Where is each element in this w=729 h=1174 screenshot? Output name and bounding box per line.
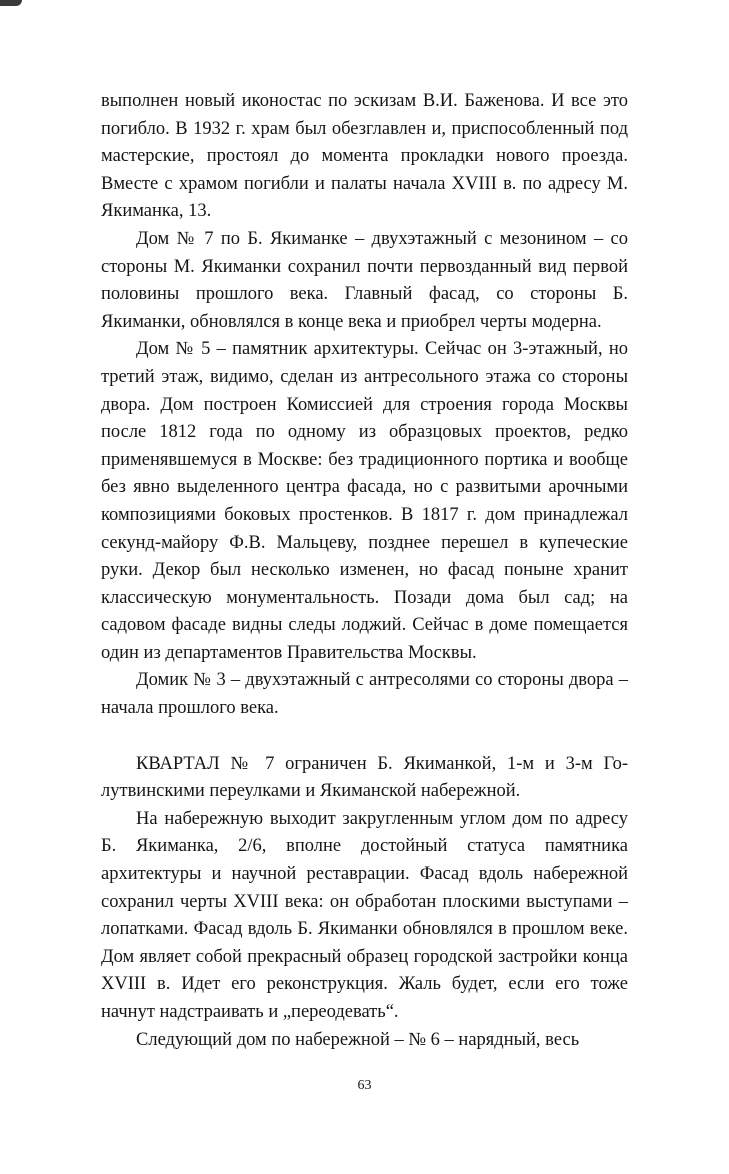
section-gap	[101, 723, 628, 751]
paragraph-6: На набережную выходит закругленным углом дом по адресу Б. Якиманка, 2/6, вполне достойный статуса памятника архитектуры и научной реставрации. Фасад вдоль набережной сохранил черты XVIII века: он обработан плоскими выступами – лопатками. Фасад вдоль Б. Якиманки обновлялся в прошлом веке. Дом являет собой прекрасный образец городской застройки конца XVIII в. Идет его реконструкция. Жаль будет, если его тоже начнут надстраивать и „переодевать“.	[101, 808, 628, 1022]
paragraph-5-section-heading: КВАРТАЛ № 7 ограничен Б. Якиманкой, 1-м и 3-м Голутвинскими переулками и Якиманской набережной.	[101, 753, 628, 802]
page-text	[101, 88, 628, 1054]
paragraph-7: Следующий дом по набережной – № 6 – нарядный, весь	[136, 1029, 580, 1050]
page-number: 63	[357, 1078, 372, 1093]
scan-corner-mark	[0, 0, 22, 6]
paragraph-4: Домик № 3 – двухэтажный с антресолями со стороны двора – начала прошлого века.	[101, 670, 628, 719]
paragraph-2: Дом № 7 по Б. Якиманке – двухэтажный с мезонином – со стороны М. Якиманки сохранил почти первозданный вид первой половины прошлого века. Главный фасад, со стороны Б. Якиманки, обновлялся в конце века и приобрел черты модерна.	[101, 228, 628, 332]
paragraph-1: выполнен новый иконостас по эскизам В.И. Баженова. И все это погибло. В 1932 г. храм был обезглавлен и, приспособленный под мастерские, простоял до момента прокладки нового проезда. Вместе с храмом погибли и палаты начала XVIII в. по адресу М. Якиманка, 13.	[101, 91, 628, 222]
paragraph-3: Дом № 5 – памятник архитектуры. Сейчас он 3-этажный, но третий этаж, видимо, сделан из антресольного этажа со стороны двора. Дом построен Комиссией для строения города Москвы после 1812 года по одному из образцовых проектов, редко применявшемуся в Москве: без традиционного портика и вообще без явно выделенного центра фасада, но с развитыми арочными композициями боковых простенков. В 1817 г. дом принадлежал секунд-майору Ф.В. Мальцеву, позднее перешел в купеческие руки. Декор был несколько изменен, но фасад поныне хранит классическую монументальность. Позади дома был сад; на садовом фасаде видны следы лоджий. Сейчас в доме помещается один из департаментов Правительства Москвы.	[101, 339, 628, 663]
